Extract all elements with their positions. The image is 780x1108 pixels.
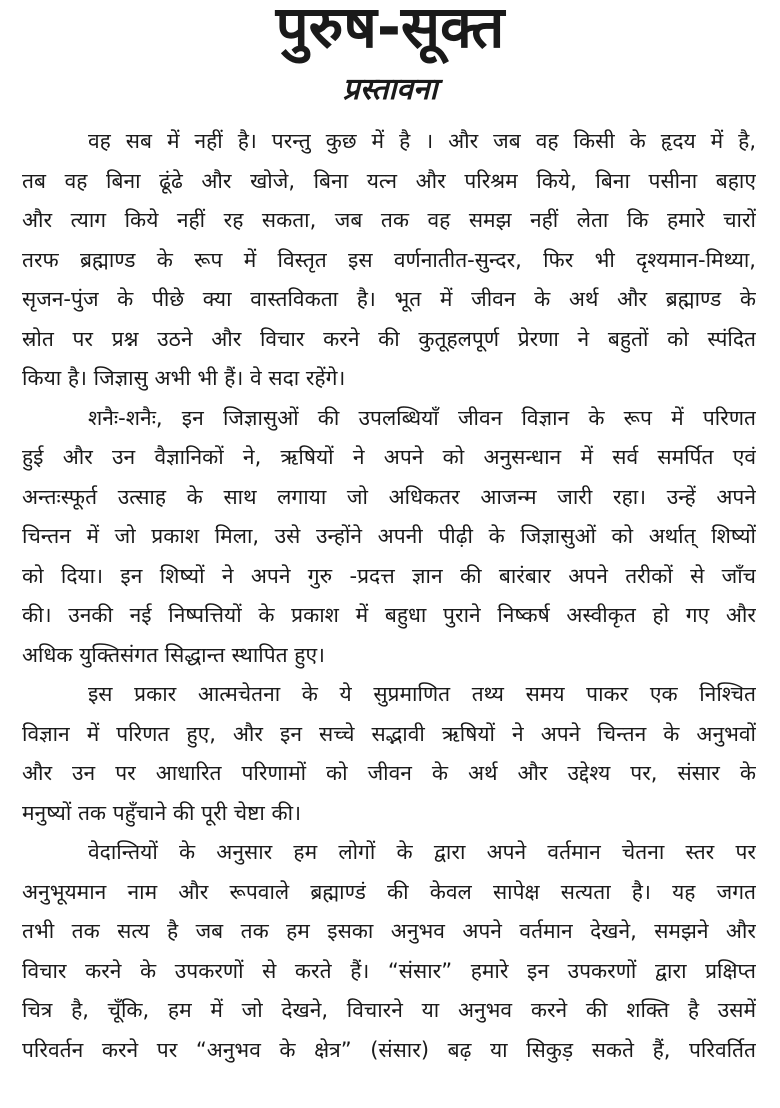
body-text xyxy=(22,122,756,1070)
text-line: चिन्तन में जो प्रकाश मिला, उसे उन्होंने अपनी पीढ़ी के जिज्ञासुओं को अर्थात् शिष्यों xyxy=(22,524,756,548)
text-line: हुई और उन वैज्ञानिकों ने, ऋषियों ने अपने को अनुसन्धान में सर्व समर्पित एवं xyxy=(22,445,756,469)
paragraph xyxy=(22,122,756,399)
text-line: और त्याग किये नहीं रह सकता, जब तक वह समझ नहीं लेता कि हमारे चारों xyxy=(22,208,756,232)
text-line: स्रोत पर प्रश्न उठने और विचार करने की कुतूहलपूर्ण प्रेरणा ने बहुतों को स्पंदित xyxy=(22,326,756,351)
text-line: तभी तक सत्य है जब तक हम इसका अनुभव अपने वर्तमान देखने, समझने और xyxy=(22,919,756,943)
paragraph xyxy=(22,399,756,676)
text-line: सृजन-पुंज के पीछे क्या वास्तविकता है। भूत में जीवन के अर्थ और ब्रह्माण्ड के xyxy=(22,287,756,311)
text-line: अनुभूयमान नाम और रूपवाले ब्रह्माण्डं की केवल सापेक्ष सत्यता है। यह जगत xyxy=(22,879,756,904)
text-line: वह सब में नहीं है। परन्तु कुछ में है । और जब वह किसी के हृदय में है, xyxy=(88,129,756,153)
text-line: विचार करने के उपकरणों से करते हैं। “संसार” हमारे इन उपकरणों द्वारा प्रक्षिप्त xyxy=(22,958,756,983)
paragraph xyxy=(22,675,756,833)
text-line: और उन पर आधारित परिणामों को जीवन के अर्थ और उद्देश्य पर, संसार के xyxy=(22,761,756,785)
text-line: किया है। जिज्ञासु अभी भी हैं। वे सदा रहेंगे। xyxy=(22,366,346,390)
text-line: अधिक युक्तिसंगत सिद्धान्त स्थापित हुए। xyxy=(22,642,326,667)
text-line: मनुष्यों तक पहुँचाने की पूरी चेष्टा की। xyxy=(22,800,302,825)
text-line: की। उनकी नई निष्पत्तियों के प्रकाश में बहुधा पुराने निष्कर्ष अस्वीकृत हो गए और xyxy=(22,603,756,627)
text-line: परिवर्तन करने पर “अनुभव के क्षेत्र” (संसार) बढ़ या सिकुड़ सकते हैं, परिवर्तित xyxy=(22,1037,756,1062)
paragraph xyxy=(22,833,756,1070)
text-line: तब वह बिना ढूंढे और खोजे, बिना यत्न और परिश्रम किये, बिना पसीना बहाए xyxy=(22,168,756,193)
text-line: वेदान्तियों के अनुसार हम लोगों के द्वारा अपने वर्तमान चेतना स्तर पर xyxy=(88,840,756,864)
section-heading: प्रस्तावना xyxy=(342,72,438,107)
text-line: अन्तःस्फूर्त उत्साह के साथ लगाया जो अधिकतर आजन्म जारी रहा। उन्हें अपने xyxy=(22,484,756,509)
text-line: चित्र है, चूँकि, हम में जो देखने, विचारने या अनुभव करने की शक्ति है उसमें xyxy=(22,998,756,1022)
text-line: इस प्रकार आत्मचेतना के ये सुप्रमाणित तथ्य समय पाकर एक निश्चित xyxy=(88,682,756,706)
text-line: विज्ञान में परिणत हुए, और इन सच्चे सद्भावी ऋषियों ने अपने चिन्तन के अनुभवों xyxy=(22,721,756,746)
text-line: शनैः-शनैः, इन जिज्ञासुओं की उपलब्धियाँ जीवन विज्ञान के रूप में परिणत xyxy=(88,405,756,430)
text-line: को दिया। इन शिष्यों ने अपने गुरु -प्रदत्त ज्ञान की बारंबार अपने तरीकों से जाँच xyxy=(22,563,756,588)
page-title: पुरुष-सूक्त xyxy=(275,0,505,61)
text-line: तरफ ब्रह्माण्ड के रूप में विस्तृत इस वर्णनातीत-सुन्दर, फिर भी दृश्यमान-मिथ्या, xyxy=(22,247,756,272)
